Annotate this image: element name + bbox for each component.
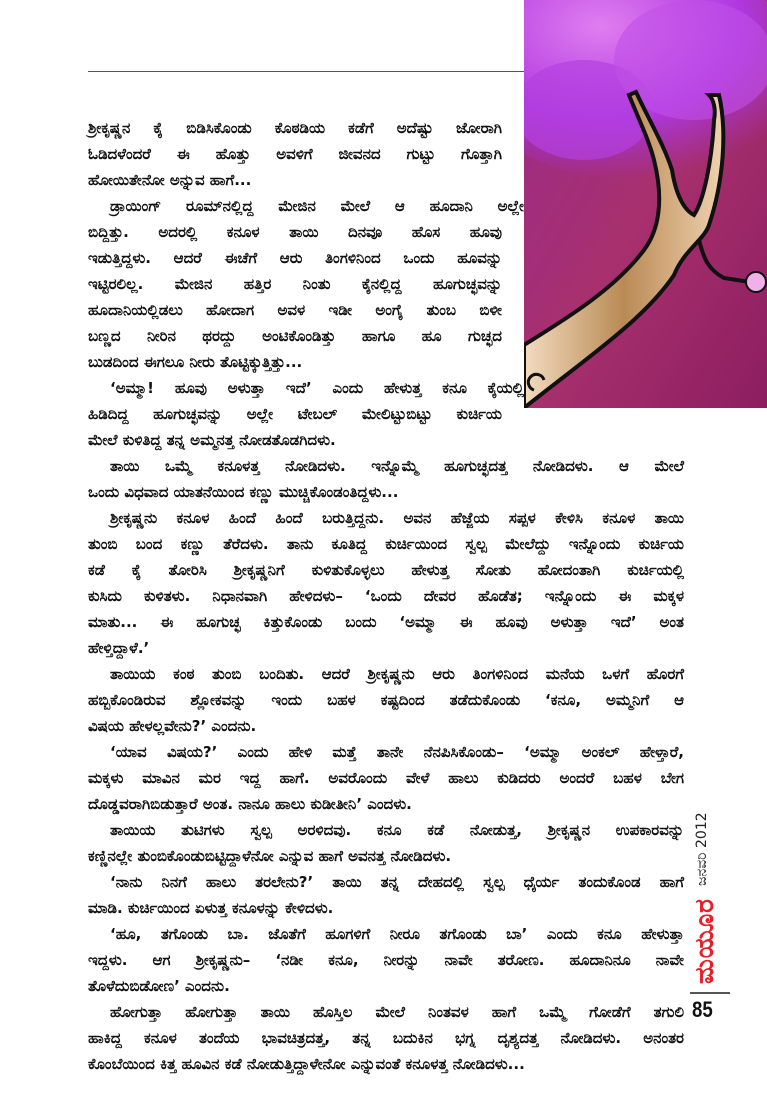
story-line: ಮಕ್ಕಳು ಮಾವಿನ ಮರ ಇದ್ದ ಹಾಗೆ. ಅವರೊಂದು ವೇಳೆ ಹಾಲು ಕುಡಿದರು ಅಂದರೆ ಬಹಳ ಬೇಗ	[88, 769, 684, 787]
story-paragraph	[88, 375, 684, 453]
story-line: ಹೋಯಿತೇನೋ ಅನ್ನುವ ಹಾಗೆ...	[88, 171, 252, 189]
story-line: ‘ನಾನು ನಿನಗೆ ಹಾಲು ತರಲೇನು?’ ತಾಯಿ ತನ್ನ ದೇಹದಲ್ಲಿ ಸ್ವಲ್ಪ ಧೈರ್ಯ ತಂದುಕೊಂಡ ಹಾಗೆ	[110, 873, 684, 891]
story-line: ಮಾತು... ಈ ಹೂಗುಚ್ಛ ಕಿತ್ತುಕೊಂಡು ಬಂದು ‘ಅಮ್ಮಾ ಈ ಹೂವು ಅಳುತ್ತಾ ಇದೆ’ ಅಂತ	[88, 613, 684, 631]
story-line: ‘ಹೂ, ತಗೊಂಡು ಬಾ. ಜೊತೆಗೆ ಹೂಗಳಿಗೆ ನೀರೂ ತಗೊಂಡು ಬಾ’ ಎಂದು ಕನೂ ಹೇಳುತ್ತಾ	[110, 925, 684, 943]
story-line: ಒಂದು ವಿಧವಾದ ಯಾತನೆಯಿಂದ ಕಣ್ಣು ಮುಚ್ಚಿಕೊಂಡಂತಿದ್ದಳು...	[88, 483, 399, 501]
story-line: ತಾಯಿ ಒಮ್ಮೆ ಕನೂಳತ್ತ ನೋಡಿದಳು. ಇನ್ನೊಮ್ಮೆ ಹೂಗುಚ್ಛದತ್ತ ನೋಡಿದಳು. ಆ ಮೇಲೆ	[110, 457, 684, 475]
story-line: ತಾಯಿಯ ಕಂಠ ತುಂಬಿ ಬಂದಿತು. ಆದರೆ ಶ್ರೀಕೃಷ್ಣನು ಆರು ತಿಂಗಳಿನಿಂದ ಮನೆಯ ಒಳಗೆ ಹೊರಗೆ	[110, 665, 684, 683]
story-line: ‘ಅಮ್ಮಾ! ಹೂವು ಅಳುತ್ತಾ ಇದೆ’ ಎಂದು ಹೇಳುತ್ತ ಕನೂ ಕೈಯಲ್ಲಿ	[110, 379, 524, 397]
story-line: ಬಣ್ಣದ ನೀರಿನ ಥರದ್ದು ಅಂಟಿಕೊಂಡಿತ್ತು ಹಾಗೂ ಹೂ ಗುಚ್ಛದ	[88, 327, 502, 345]
story-line: ಹೋಗುತ್ತಾ ಹೋಗುತ್ತಾ ತಾಯಿ ಹೊಸ್ತಿಲ ಮೇಲೆ ನಿಂತವಳ ಹಾಗೆ ಒಮ್ಮೆ ಗೋಡೆಗೆ ತಗುಲಿ	[110, 1003, 684, 1021]
story-line: ಶ್ರೀಕೃಷ್ಣನ ಕೈ ಬಿಡಿಸಿಕೊಂಡು ಕೊಠಡಿಯ ಕಡೆಗೆ ಅದೆಷ್ಟು ಜೋರಾಗಿ	[88, 119, 502, 137]
story-line: ಇಟ್ಟಿರಲಿಲ್ಲ. ಮೇಜಿನ ಹತ್ತಿರ ನಿಂತು ಕೈನಲ್ಲಿದ್ದ ಹೂಗುಚ್ಛವನ್ನು	[88, 275, 502, 293]
story-line: ವಿಷಯ ಹೇಳಲ್ಲವೇನು?’ ಎಂದನು.	[88, 717, 257, 735]
story-paragraph	[88, 115, 684, 193]
story-body	[88, 115, 684, 1077]
story-line: ದೊಡ್ಡವರಾಗಿಬಿಡುತ್ತಾರೆ ಅಂತ. ನಾನೂ ಹಾಲು ಕುಡೀತೀನಿ’ ಎಂದಳು.	[88, 795, 412, 813]
page-number-rule	[690, 992, 730, 994]
story-line: ಶ್ರೀಕೃಷ್ಣನು ಕನೂಳ ಹಿಂದೆ ಹಿಂದೆ ಬರುತ್ತಿದ್ದನು. ಅವನ ಹೆಜ್ಜೆಯ ಸಪ್ಪಳ ಕೇಳಿಸಿ ಕನೂಳ ತಾಯಿ	[110, 509, 684, 527]
story-paragraph	[88, 193, 684, 375]
story-paragraph	[88, 739, 684, 817]
story-paragraph	[88, 921, 684, 999]
story-line: ಮಾಡಿ. ಕುರ್ಚಿಯಿಂದ ಏಳುತ್ತ ಕನೂಳನ್ನು ಕೇಳಿದಳು.	[88, 899, 334, 917]
header-rule	[88, 71, 524, 72]
story-line: ಹೂದಾನಿಯಲ್ಲಿಡಲು ಹೋದಾಗ ಅವಳ ಇಡೀ ಅಂಗೈ ತುಂಬ ಬಿಳೀ	[88, 301, 502, 319]
story-line: ಕಣ್ಣಿನಲ್ಲೇ ತುಂಬಿಕೊಂಡುಬಿಟ್ಟಿದ್ದಾಳೆನೋ ಎನ್ನುವ ಹಾಗೆ ಅವನತ್ತ ನೋಡಿದಳು.	[88, 847, 452, 865]
story-paragraph	[88, 505, 684, 661]
story-line: ತಾಯಿಯ ತುಟಿಗಳು ಸ್ವಲ್ಪ ಅರಳಿದವು. ಕನೂ ಕಡೆ ನೋಡುತ್ತ, ಶ್ರೀಕೃಷ್ಣನ ಉಪಕಾರವನ್ನು	[110, 821, 684, 839]
story-line: ಕೊಂಬೆಯಿಂದ ಕಿತ್ತ ಹೂವಿನ ಕಡೆ ನೋಡುತ್ತಿದ್ದಾಳೇನೋ ಎನ್ನುವಂತೆ ಕನೂಳತ್ತ ನೋಡಿದಳು...	[88, 1055, 525, 1073]
story-paragraph	[88, 661, 684, 739]
story-line: ಇದ್ದಳು. ಆಗ ಶ್ರೀಕೃಷ್ಣನು– ‘ನಡೀ ಕನೂ, ನೀರನ್ನು ನಾವೇ ತರೋಣ. ಹೂದಾನಿನೂ ನಾವೇ	[88, 951, 684, 969]
story-line: ಹೇಳ್ತಿದ್ದಾಳೆ.’	[88, 639, 150, 657]
story-line: ಬುಡದಿಂದ ಈಗಲೂ ನೀರು ತೊಟ್ಟಿಕ್ಕುತ್ತಿತ್ತು...	[88, 353, 303, 371]
story-line: ಹಬ್ಬಿಕೊಂಡಿರುವ ಶ್ಲೋಕವನ್ನು ಇಂದು ಬಹಳ ಕಷ್ಟದಿಂದ ತಡೆದುಕೊಂಡು ‘ಕನೂ, ಅಮ್ಮನಿಗೆ ಆ	[88, 691, 684, 709]
story-paragraph	[88, 453, 684, 505]
story-line: ಕುಸಿದು ಕುಳಿತಳು. ನಿಧಾನವಾಗಿ ಹೇಳಿದಳು– ‘ಒಂದು ದೇವರ ಹೊಡೆತ; ಇನ್ನೊಂದು ಈ ಮಕ್ಕಳ	[88, 587, 684, 605]
page-number: 85	[692, 997, 713, 1022]
story-line: ಓಡಿದಳೆಂದರೆ ಈ ಹೊತ್ತು ಅವಳಿಗೆ ಜೀವನದ ಗುಟ್ಟು ಗೊತ್ತಾಗಿ	[88, 145, 502, 163]
issue-date: ಜನವರಿ 2012	[694, 812, 710, 886]
story-line: ತೊಳೆದುಬಿಡೋಣ’ ಎಂದನು.	[88, 977, 230, 995]
story-line: ಹಿಡಿದಿದ್ದ ಹೂಗುಚ್ಛವನ್ನು ಅಲ್ಲೇ ಟೇಬಲ್ ಮೇಲಿಟ್ಟುಬಿಟ್ಟು ಕುರ್ಚಿಯ	[88, 405, 502, 423]
story-paragraph	[88, 869, 684, 921]
story-paragraph	[88, 999, 684, 1077]
story-paragraph	[88, 817, 684, 869]
story-line: ಇಡುತ್ತಿದ್ದಳು. ಆದರೆ ಈಚೆಗೆ ಆರು ತಿಂಗಳಿನಿಂದ ಒಂದು ಹೂವನ್ನು	[88, 249, 502, 267]
story-line: ಹಾಕಿದ್ದ ಕನೂಳ ತಂದೆಯ ಭಾವಚಿತ್ರದತ್ತ, ತನ್ನ ಬದುಕಿನ ಭಗ್ನ ದೃಶ್ಯದತ್ತ ನೋಡಿದಳು. ಅನಂತರ	[88, 1029, 684, 1047]
story-line: ಕಡೆ ಕೈ ತೋರಿಸಿ ಶ್ರೀಕೃಷ್ಣನಿಗೆ ಕುಳಿತುಕೊಳ್ಳಲು ಹೇಳುತ್ತ ಸೋತು ಹೋದಂತಾಗಿ ಕುರ್ಚಿಯಲ್ಲಿ	[88, 561, 684, 579]
story-line: ಮೇಲೆ ಕುಳಿತಿದ್ದ ತನ್ನ ಅಮ್ಮನತ್ತ ನೋಡತೊಡಗಿದಳು.	[88, 431, 336, 449]
story-line: ಡ್ರಾಯಿಂಗ್ ರೂಮ್‌ನಲ್ಲಿದ್ದ ಮೇಜಿನ ಮೇಲೆ ಆ ಹೂದಾನಿ ಅಲ್ಲೇ	[110, 197, 524, 215]
story-line: ತುಂಬಿ ಬಂದ ಕಣ್ಣು ತೆರೆದಳು. ತಾನು ಕೂತಿದ್ದ ಕುರ್ಚಿಯಿಂದ ಸ್ವಲ್ಪ ಮೇಲೆದ್ದು ಇನ್ನೊಂದು ಕುರ್ಚಿಯ	[88, 535, 684, 553]
story-line: ಬಿದ್ದಿತ್ತು. ಅದರಲ್ಲಿ ಕನೂಳ ತಾಯಿ ದಿನವೂ ಹೊಸ ಹೂವು	[88, 223, 502, 241]
magazine-logo: ಮಯೂರ	[690, 898, 720, 984]
story-line: ‘ಯಾವ ವಿಷಯ?’ ಎಂದು ಹೇಳಿ ಮತ್ತೆ ತಾನೇ ನೆನಪಿಸಿಕೊಂಡು– ‘ಅಮ್ಮಾ ಅಂಕಲ್ ಹೇಳ್ತಾರೆ,	[110, 743, 684, 761]
